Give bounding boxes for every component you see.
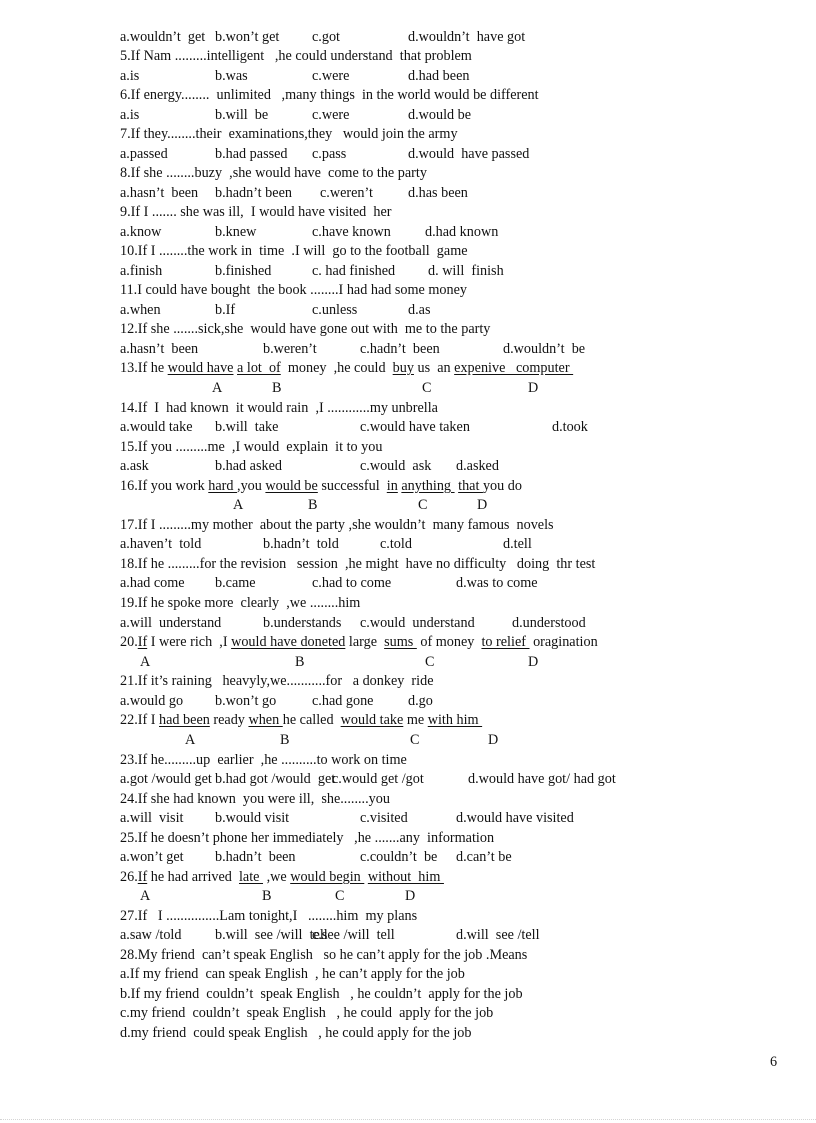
text-segment: money ,he could xyxy=(280,360,393,376)
text-segment: 24.If she had known you were ill, she........you xyxy=(120,791,390,807)
q16-stem xyxy=(120,477,522,496)
answer-option: b.will see /will tell xyxy=(215,927,328,943)
answer-option: b.had asked xyxy=(215,458,282,474)
answer-option: c.would ask xyxy=(360,458,432,474)
text-segment: he called xyxy=(282,712,341,728)
answer-option: d.has been xyxy=(408,185,468,201)
answer-option: c.would understand xyxy=(360,615,475,631)
page-number: 6 xyxy=(770,1054,778,1070)
answer-option: c.visited xyxy=(360,810,408,826)
answer-option: c.pass xyxy=(312,146,347,162)
answer-option: b.hadn’t been xyxy=(215,185,292,201)
answer-marker: C xyxy=(425,654,435,670)
text-segment: large xyxy=(345,634,385,650)
answer-marker: A xyxy=(212,380,223,396)
answer-option: a.hasn’t been xyxy=(120,341,199,357)
answer-marker: D xyxy=(488,732,499,748)
answer-option: c.had gone xyxy=(312,693,374,709)
q20-stem xyxy=(120,633,598,652)
answer-marker: D xyxy=(528,380,539,396)
answer-option: d.would have passed xyxy=(408,146,530,162)
underlined-segment: would take xyxy=(340,712,404,728)
answer-option: c.see /will tell xyxy=(312,927,395,943)
text-segment: oragination xyxy=(529,634,598,650)
text-segment: 20. xyxy=(120,634,138,650)
q10-stem xyxy=(120,242,468,261)
answer-option: c.had to come xyxy=(312,575,392,591)
answer-option: d.can’t be xyxy=(456,849,512,865)
answer-option: b.had got /would get xyxy=(215,771,336,787)
answer-marker: C xyxy=(422,380,432,396)
q14-stem xyxy=(120,399,438,418)
text-segment: of money xyxy=(416,634,482,650)
underlined-segment: expenive computer xyxy=(454,360,574,376)
answer-marker: A xyxy=(140,654,151,670)
answer-option: d.had been xyxy=(408,68,470,84)
answer-marker: C xyxy=(418,497,428,513)
text-segment: c.my friend couldn’t speak English , he could apply for the job xyxy=(120,1005,494,1021)
text-segment: 22.If I xyxy=(120,712,160,728)
text-segment: he had arrived xyxy=(147,869,239,885)
answer-option: a.had come xyxy=(120,575,185,591)
text-segment: 27.If I ...............Lam tonight,I ........him my plans xyxy=(120,908,418,924)
answer-marker: D xyxy=(405,888,416,904)
q24-stem xyxy=(120,790,390,809)
underlined-segment: buy xyxy=(392,360,414,376)
text-segment: b.If my friend couldn’t speak English , he couldn’t apply for the job xyxy=(120,986,523,1002)
text-segment: 14.If I had known it would rain ,I ............my unbrella xyxy=(120,400,438,416)
answer-option: b.had passed xyxy=(215,146,288,162)
answer-option: a.will visit xyxy=(120,810,184,826)
q25-stem xyxy=(120,829,494,848)
answer-option: d.had known xyxy=(425,224,499,240)
answer-marker: B xyxy=(280,732,290,748)
underlined-segment: in xyxy=(386,478,398,494)
answer-marker: A xyxy=(140,888,151,904)
answer-option: d.as xyxy=(408,302,431,318)
q5-stem xyxy=(120,47,472,66)
answer-option: b.came xyxy=(215,575,256,591)
q28-option-b xyxy=(120,985,523,1004)
answer-option: d.took xyxy=(552,419,588,435)
answer-option: b.If xyxy=(215,302,236,318)
q8-stem xyxy=(120,164,427,183)
underlined-segment: sums xyxy=(384,634,417,650)
text-segment: you do xyxy=(482,478,522,494)
q6-stem xyxy=(120,86,539,105)
answer-option: a.won’t get xyxy=(120,849,184,865)
answer-option: c.unless xyxy=(312,302,358,318)
q21-stem xyxy=(120,672,434,691)
q27-stem xyxy=(120,907,417,926)
answer-marker: C xyxy=(410,732,420,748)
underlined-segment: that xyxy=(458,478,483,494)
q12-stem xyxy=(120,320,490,339)
text-segment: 11.I could have bought the book ........I had had some money xyxy=(120,282,467,298)
text-segment: 23.If he.........up earlier ,he ..........to work on time xyxy=(120,752,407,768)
text-segment: 9.If I ....... she was ill, I would have visited her xyxy=(120,204,392,220)
underlined-segment: when xyxy=(248,712,283,728)
answer-option: a.ask xyxy=(120,458,149,474)
answer-marker: A xyxy=(185,732,196,748)
q15-stem xyxy=(120,438,382,457)
answer-option: d.wouldn’t be xyxy=(503,341,586,357)
text-segment: 18.If he .........for the revision session ,he might have no difficulty doing thr test xyxy=(120,556,596,572)
answer-option: b.won’t get xyxy=(215,29,280,45)
text-segment: a.If my friend can speak English , he can’t apply for the job xyxy=(120,966,465,982)
text-segment: ready xyxy=(209,712,249,728)
answer-option: d.would have got/ had got xyxy=(468,771,616,787)
answer-option: c.have known xyxy=(312,224,391,240)
answer-option: c.were xyxy=(312,68,350,84)
answer-option: b.understands xyxy=(263,615,342,631)
underlined-segment: anything xyxy=(401,478,455,494)
answer-option: d.wouldn’t have got xyxy=(408,29,526,45)
underlined-segment: with him xyxy=(427,712,483,728)
answer-option: d.asked xyxy=(456,458,499,474)
underlined-segment: would have xyxy=(167,360,234,376)
text-segment: 21.If it’s raining heavyly,we...........for a donkey ride xyxy=(120,673,434,689)
answer-marker: D xyxy=(528,654,539,670)
answer-option: a.passed xyxy=(120,146,168,162)
answer-marker: B xyxy=(262,888,272,904)
text-segment: 15.If you .........me ,I would explain it to you xyxy=(120,439,383,455)
q9-stem xyxy=(120,203,391,222)
answer-option: c. had finished xyxy=(312,263,396,279)
answer-marker: C xyxy=(335,888,345,904)
underlined-segment: If xyxy=(137,634,148,650)
answer-option: a.is xyxy=(120,68,140,84)
answer-option: d.will see /tell xyxy=(456,927,540,943)
text-segment: 7.If they........their examinations,they would join the army xyxy=(120,126,458,142)
underlined-segment: If xyxy=(137,869,148,885)
text-segment: 6.If energy........ unlimited ,many things in the world would be different xyxy=(120,87,539,103)
answer-option: a.haven’t told xyxy=(120,536,202,552)
answer-option: b.won’t go xyxy=(215,693,277,709)
underlined-segment: would be xyxy=(265,478,318,494)
answer-option: d.tell xyxy=(503,536,532,552)
text-segment: 12.If she .......sick,she would have gone out with me to the party xyxy=(120,321,491,337)
answer-option: d.would be xyxy=(408,107,472,123)
q28-option-c xyxy=(120,1004,493,1023)
answer-option: b.will take xyxy=(215,419,279,435)
text-segment: 16.If you work xyxy=(120,478,209,494)
underlined-segment: would begin xyxy=(290,869,365,885)
text-segment: I were rich ,I xyxy=(147,634,232,650)
text-segment: 26. xyxy=(120,869,138,885)
answer-option: a.hasn’t been xyxy=(120,185,199,201)
q11-stem xyxy=(120,281,467,300)
answer-option: a.will understand xyxy=(120,615,222,631)
text-segment: us an xyxy=(413,360,455,376)
text-segment: 28.My friend can’t speak English so he can’t apply for the job .Means xyxy=(120,947,528,963)
answer-option: c.weren’t xyxy=(320,185,373,201)
answer-marker: B xyxy=(272,380,282,396)
q7-stem xyxy=(120,125,458,144)
answer-option: c.were xyxy=(312,107,350,123)
answer-option: d.was to come xyxy=(456,575,538,591)
underlined-segment: hard xyxy=(208,478,238,494)
text-segment: 19.If he spoke more clearly ,we ........him xyxy=(120,595,361,611)
text-segment: me xyxy=(403,712,428,728)
q22-stem xyxy=(120,711,482,730)
answer-option: b.hadn’t been xyxy=(215,849,296,865)
text-segment: ,you xyxy=(237,478,266,494)
underlined-segment: a lot of xyxy=(237,360,281,376)
answer-option: a.saw /told xyxy=(120,927,182,943)
text-segment: 10.If I ........the work in time .I will go to the football game xyxy=(120,243,468,259)
answer-option: b.would visit xyxy=(215,810,290,826)
answer-option: a.wouldn’t get xyxy=(120,29,206,45)
answer-option: c.would get /got xyxy=(332,771,424,787)
answer-option: c.would have taken xyxy=(360,419,470,435)
text-segment: 5.If Nam .........intelligent ,he could understand that problem xyxy=(120,48,472,64)
answer-option: a.got /would get xyxy=(120,771,212,787)
answer-option: d.understood xyxy=(512,615,586,631)
text-segment: 17.If I .........my mother about the party ,she wouldn’t many famous novels xyxy=(120,517,554,533)
answer-option: a.would take xyxy=(120,419,193,435)
underlined-segment: would have doneted xyxy=(231,634,346,650)
answer-marker: B xyxy=(308,497,318,513)
text-segment: ,we xyxy=(263,869,291,885)
q18-stem xyxy=(120,555,595,574)
q13-stem xyxy=(120,359,573,378)
footer-divider xyxy=(0,1119,816,1120)
answer-option: b.will be xyxy=(215,107,269,123)
answer-option: c.hadn’t been xyxy=(360,341,440,357)
underlined-segment: to relief xyxy=(481,634,530,650)
answer-option: c.told xyxy=(380,536,412,552)
answer-marker: D xyxy=(477,497,488,513)
answer-marker: A xyxy=(233,497,244,513)
answer-option: c.couldn’t be xyxy=(360,849,438,865)
answer-option: b.was xyxy=(215,68,248,84)
answer-option: b.knew xyxy=(215,224,257,240)
answer-option: a.finish xyxy=(120,263,163,279)
answer-option: b.hadn’t told xyxy=(263,536,339,552)
text-segment: 8.If she ........buzy ,she would have come to the party xyxy=(120,165,427,181)
answer-option: c.got xyxy=(312,29,340,45)
q19-stem xyxy=(120,594,360,613)
underlined-segment: late xyxy=(238,869,264,885)
text-segment: successful xyxy=(317,478,387,494)
answer-option: d.go xyxy=(408,693,433,709)
answer-option: d.would have visited xyxy=(456,810,574,826)
answer-option: d. will finish xyxy=(428,263,504,279)
underlined-segment: had been xyxy=(159,712,210,728)
q28-stem xyxy=(120,946,527,965)
q23-stem xyxy=(120,751,407,770)
underlined-segment: without him xyxy=(367,869,444,885)
q28-option-a xyxy=(120,965,465,984)
answer-option: b.weren’t xyxy=(263,341,317,357)
text-segment: 25.If he doesn’t phone her immediately ,he .......any information xyxy=(120,830,495,846)
answer-option: a.when xyxy=(120,302,161,318)
text-segment: 13.If he xyxy=(120,360,168,376)
answer-option: a.know xyxy=(120,224,162,240)
text-segment: d.my friend could speak English , he could apply for the job xyxy=(120,1025,472,1041)
q28-option-d xyxy=(120,1024,471,1043)
answer-marker: B xyxy=(295,654,305,670)
answer-option: a.would go xyxy=(120,693,184,709)
q26-stem xyxy=(120,868,444,887)
answer-option: b.finished xyxy=(215,263,272,279)
q17-stem xyxy=(120,516,554,535)
answer-option: a.is xyxy=(120,107,140,123)
